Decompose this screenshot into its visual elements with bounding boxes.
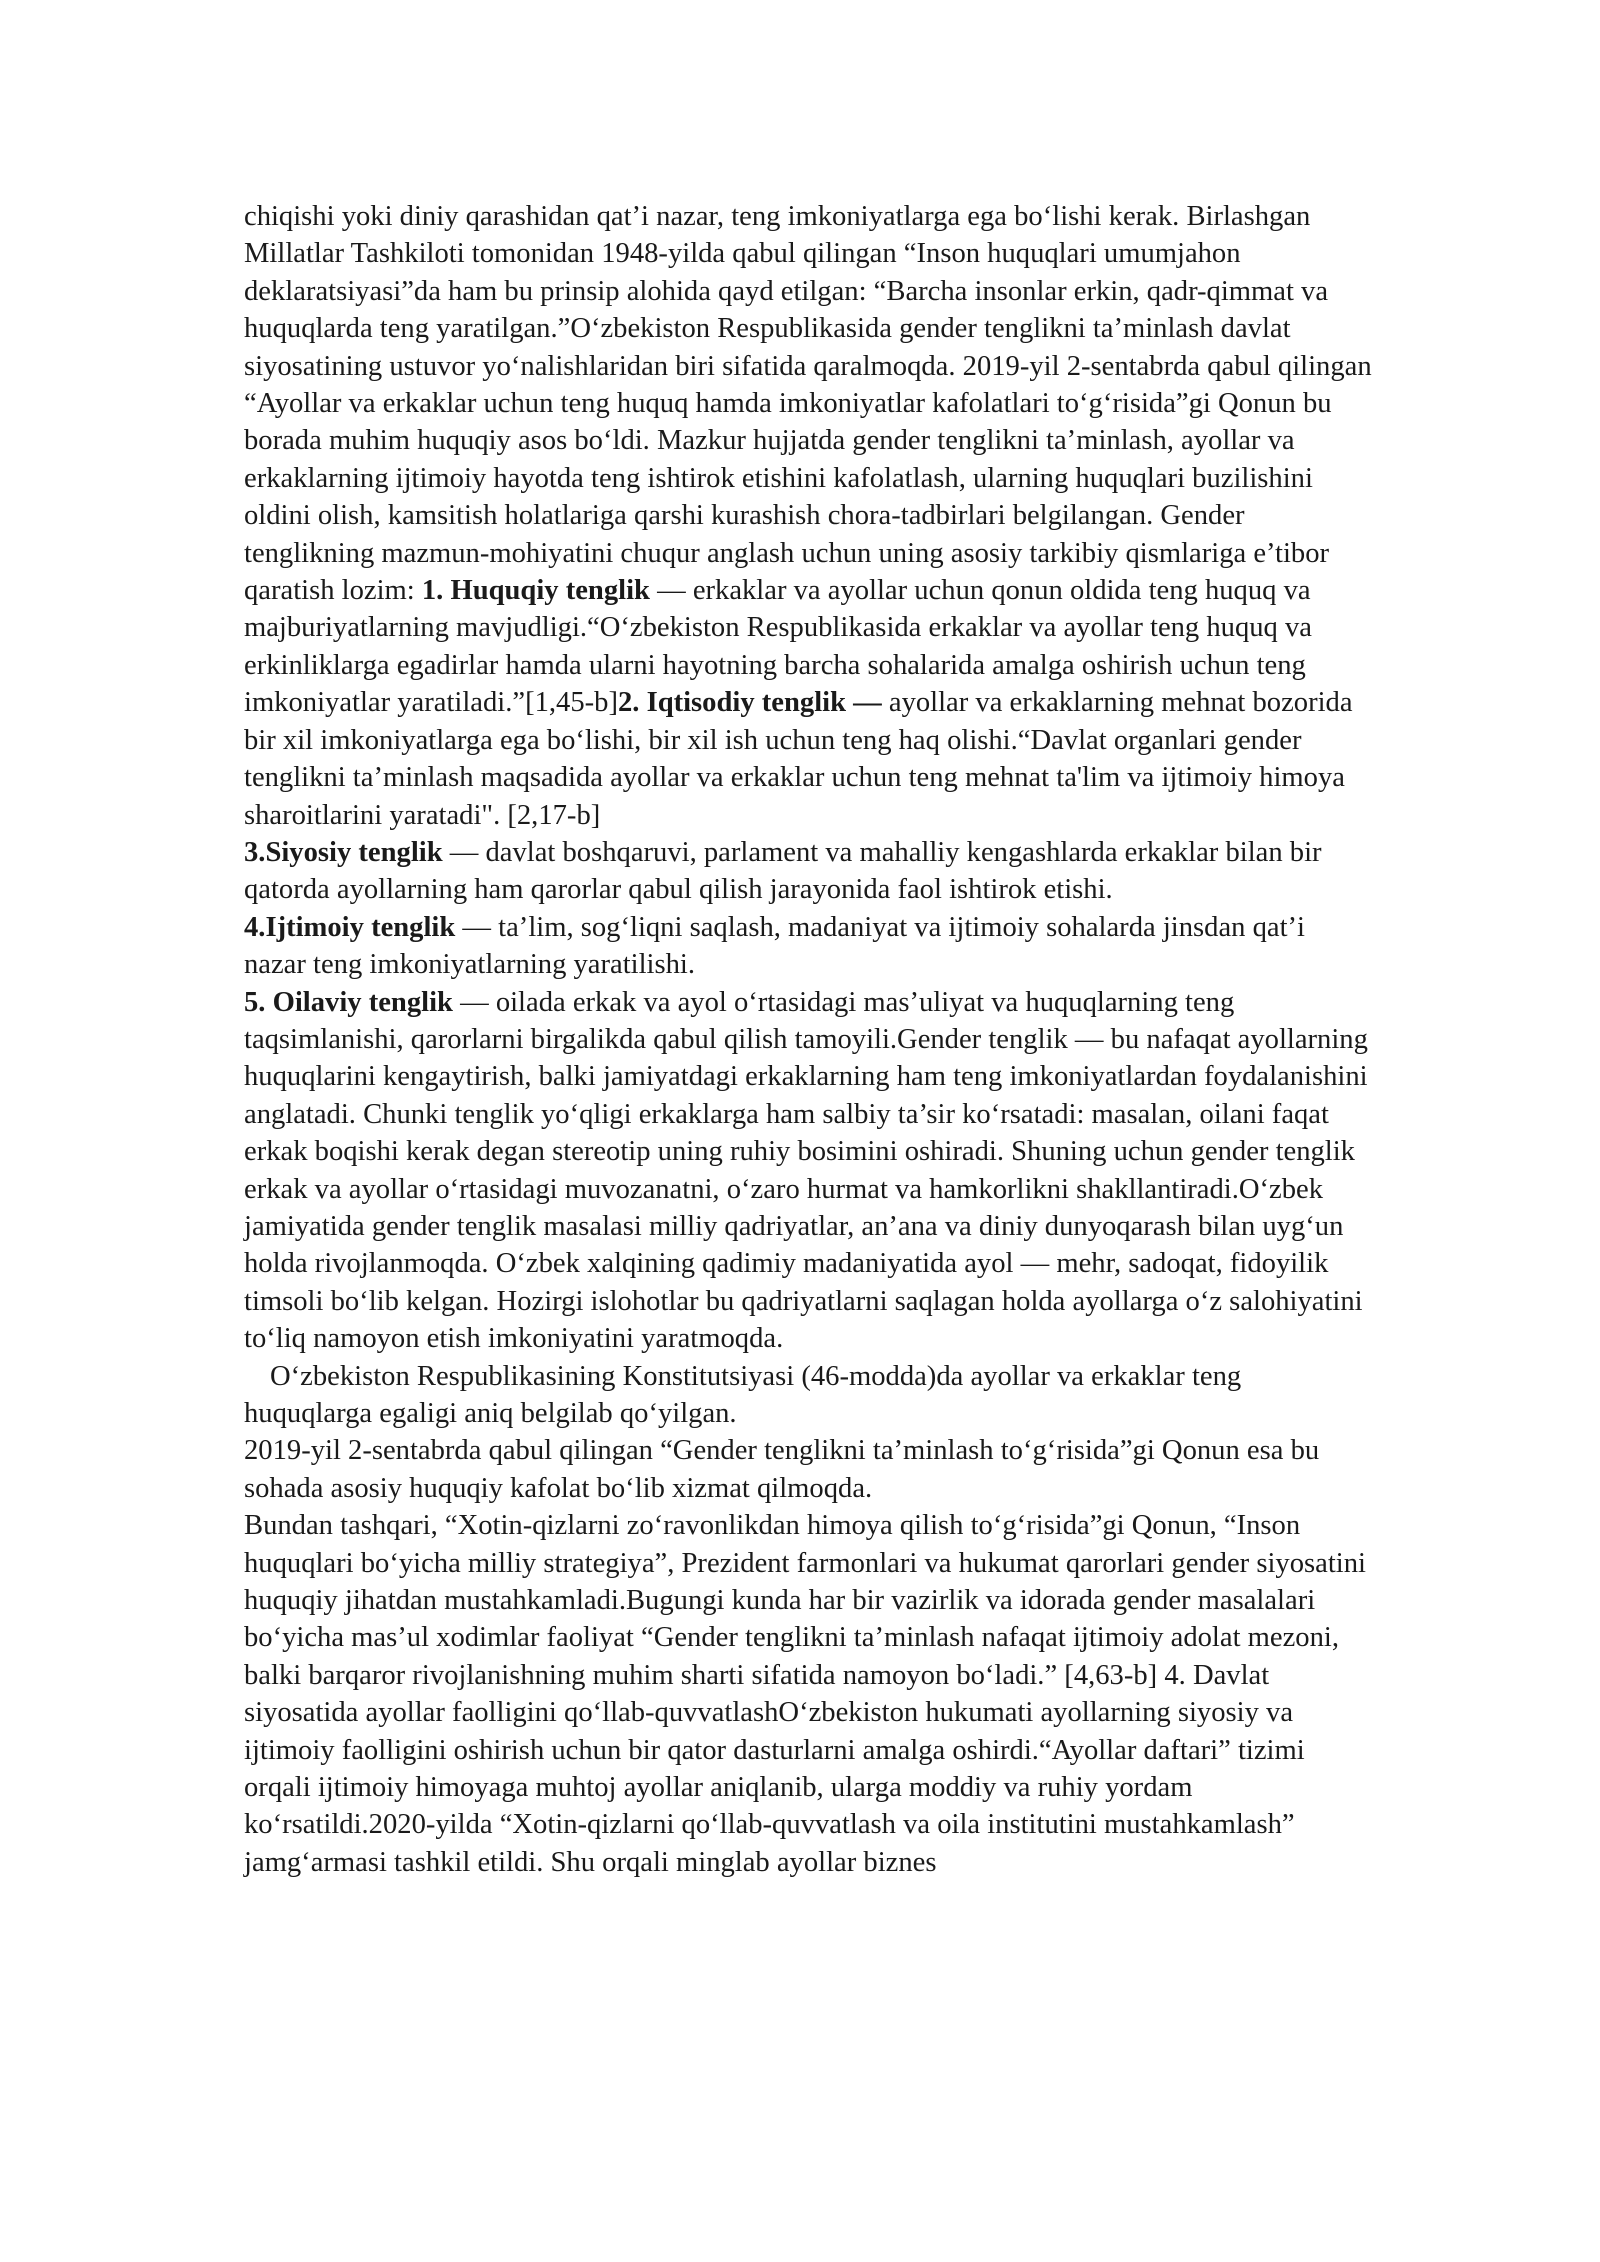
text-run: ayollar va erkaklarning mehnat bozorida bir xil imkoniyatlarga ega bo‘lishi, bir xil ish uchun teng haq olishi.“Davlat organlari gender tenglikni ta’minlash maqsadida ayollar va erkaklar uchun teng mehnat ta'lim va ijtimoiy himoya sharoitlarini yaratadi". [2,17-b] <box>244 687 1353 831</box>
text-run: — ta’lim, sog‘liqni saqlash, madaniyat va ijtimoiy sohalarda jinsdan qat’i nazar teng imkoniyatlarning yaratilishi. <box>244 911 1305 981</box>
document-page <box>244 198 1372 1881</box>
term-economic-equality: 2. Iqtisodiy tenglik — <box>617 687 882 719</box>
text-run: — erkaklar va ayollar uchun qonun oldida teng huquq va majburiyatlarning mavjudligi.“O‘zbekiston Respublikasida erkaklar va ayollar teng huquq va erkinliklarga egadirlar hamda ularni hayotning barcha sohalarida amalga oshirish uchun teng imkoniyatlar yaratiladi.”[1,45-b] <box>244 575 1312 719</box>
text-run: — davlat boshqaruvi, parlament va mahalliy kengashlarda erkaklar bilan bir qatorda ayollarning ham qarorlar qabul qilish jarayonida faol ishtirok etishi. <box>244 836 1322 906</box>
body-paragraph-additional-laws: Bundan tashqari, “Xotin-qizlarni zo‘ravonlikdan himoya qilish to‘g‘risida”gi Qonun, “Inson huquqlari bo‘yicha milliy strategiya”, Prezident farmonlari va hukumat qarorlari gender siyosatini huquqiy jihatdan mustahkamladi.Bugungi kunda har bir vazirlik va idorada gender masalalari bo‘yicha mas’ul xodimlar faoliyat “Gender tenglikni ta’minlash nafaqat ijtimoiy adolat mezoni, balki barqaror rivojlanishning muhim sharti sifatida namoyon bo‘ladi.” [4,63-b] 4. Davlat siyosatida ayollar faolligini qo‘llab-quvvatlashO‘zbekiston hukumati ayollarning siyosiy va ijtimoiy faolligini oshirish uchun bir qator dasturlarni amalga oshirdi.“Ayollar daftari” tizimi orqali ijtimoiy himoyaga muhtoj ayollar aniqlanib, ularga moddiy va ruhiy yordam ko‘rsatildi.2020-yilda “Xotin-qizlarni qo‘llab-quvvatlash va oila institutini mustahkamlash” jamg‘armasi tashkil etildi. Shu orqali minglab ayollar biznes <box>244 1510 1366 1878</box>
term-family-equality: 5. Oilaviy tenglik <box>244 986 453 1018</box>
body-paragraph-family <box>244 984 1372 1358</box>
term-social-equality: 4.Ijtimoiy tenglik <box>244 911 456 943</box>
text-run: chiqishi yoki diniy qarashidan qat’i nazar, teng imkoniyatlarga ega bo‘lishi kerak. Birlashgan Millatlar Tashkiloti tomonidan 1948-yilda qabul qilingan “Inson huquqlari umumjahon deklaratsiyasi”da ham bu prinsip alohida qayd etilgan: “Barcha insonlar erkin, qadr-qimmat va huquqlarda teng yaratilgan.”O‘zbekiston Respublikasida gender tenglikni ta’minlash davlat siyosatining ustuvor yo‘nalishlaridan biri sifatida qaralmoqda. 2019-yil 2-sentabrda qabul qilingan “Ayollar va erkaklar uchun teng huquq hamda imkoniyatlar kafolatlari to‘g‘risida”gi Qonun bu borada muhim huquqiy asos bo‘ldi. Mazkur hujjatda gender tenglikni ta’minlash, ayollar va erkaklarning ijtimoiy hayotda teng ishtirok etishini kafolatlash, ularning huquqlari buzilishini oldini olish, kamsitish holatlariga qarshi kurashish chora-tadbirlari belgilangan. Gender tenglikning mazmun-mohiyatini chuqur anglash uchun uning asosiy tarkibiy qismlariga e’tibor qaratish lozim: <box>244 201 1372 607</box>
text-run: — oilada erkak va ayol o‘rtasidagi mas’uliyat va huquqlarning teng taqsimlanishi, qarorlarni birgalikda qabul qilish tamoyili.Gender tenglik — bu nafaqat ayollarning huquqlarini kengaytirish, balki jamiyatdagi erkaklarning ham teng imkoniyatlardan foydalanishini anglatadi. Chunki tenglik yo‘qligi erkaklarga ham salbiy ta’sir ko‘rsatadi: masalan, oilani faqat erkak boqishi kerak degan stereotip uning ruhiy bosimini oshiradi. Shuning uchun gender tenglik erkak va ayollar o‘rtasidagi muvozanatni, o‘zaro hurmat va hamkorlikni shakllantiradi.O‘zbek jamiyatida gender tenglik masalasi milliy qadriyatlar, an’ana va diniy dunyoqarash bilan uyg‘un holda rivojlanmoqda. O‘zbek xalqining qadimiy madaniyatida ayol — mehr, sadoqat, fidoyilik timsoli bo‘lib kelgan. Hozirgi islohotlar bu qadriyatlarni saqlagan holda ayollarga o‘z salohiyatini to‘liq namoyon etish imkoniyatini yaratmoqda. <box>244 986 1368 1355</box>
body-paragraph-political <box>244 834 1372 909</box>
term-legal-equality: 1. Huquqiy tenglik <box>421 575 650 607</box>
term-political-equality: 3.Siyosiy tenglik <box>244 836 443 868</box>
body-paragraph-social <box>244 909 1372 984</box>
body-paragraph-constitution: O‘zbekiston Respublikasining Konstitutsiyasi (46-modda)da ayollar va erkaklar teng huquqlarga egaligi aniq belgilab qo‘yilgan. <box>244 1360 1242 1429</box>
body-paragraph-law-2019: 2019-yil 2-sentabrda qabul qilingan “Gender tenglikni ta’minlash to‘g‘risida”gi Qonun esa bu sohada asosiy huquqiy kafolat bo‘lib xizmat qilmoqda. <box>244 1435 1320 1504</box>
body-paragraph-1 <box>244 198 1372 834</box>
